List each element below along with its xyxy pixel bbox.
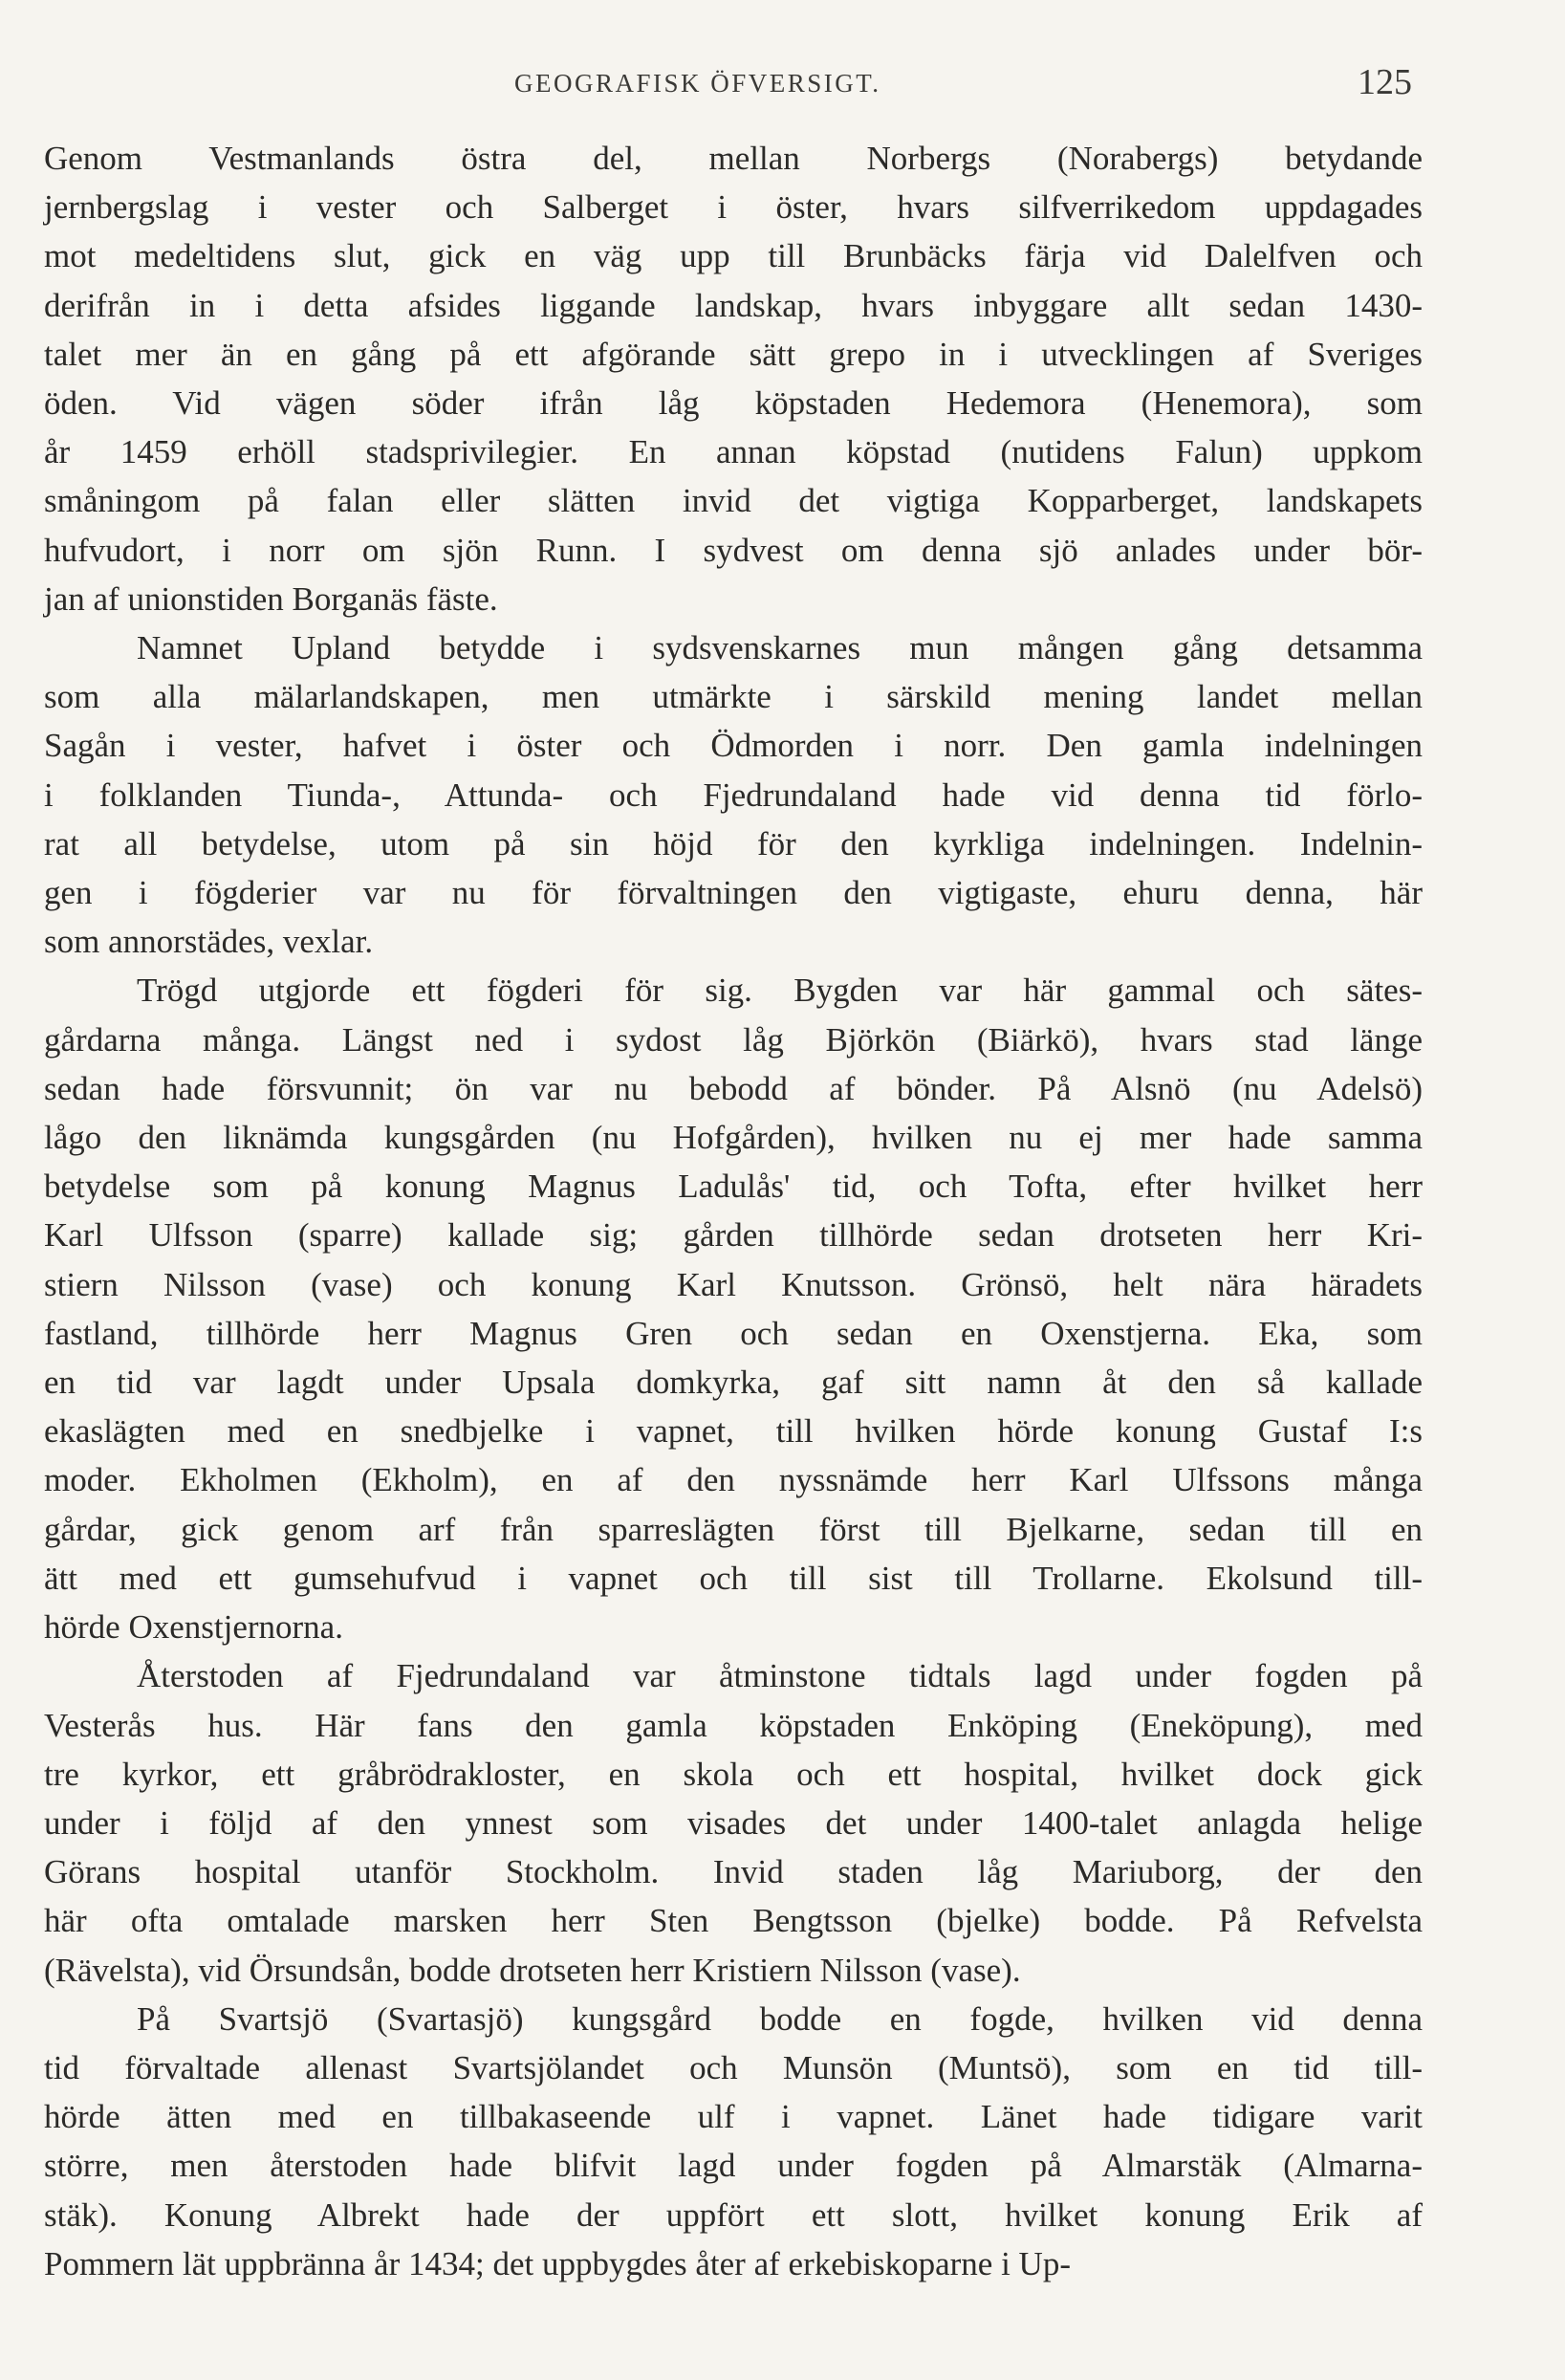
text-line: gen i fögderier var nu för förvaltningen den vigtigaste, ehuru denna, här xyxy=(44,874,1423,912)
text-line: i folklanden Tiunda-, Attunda- och Fjedrundaland hade vid denna tid förlo- xyxy=(44,775,1423,814)
text-line: stiern Nilsson (vase) och konung Karl Knutsson. Grönsö, helt nära häradets xyxy=(44,1265,1423,1303)
text-line: Genom Vestmanlands östra del, mellan Norbergs (Norabergs) betydande xyxy=(44,140,1423,177)
text-line: Karl Ulfsson (sparre) kallade sig; gården tillhörde sedan drotseten herr Kri- xyxy=(44,1216,1423,1255)
text-line: betydelse som på konung Magnus Ladulås' tid, och Tofta, efter hvilket herr xyxy=(44,1168,1423,1206)
text-line: småningom på falan eller slätten invid det vigtiga Kopparberget, landskapets xyxy=(44,482,1423,520)
paragraph xyxy=(44,1651,1423,1994)
text-line: gårdarna många. Längst ned i sydost låg Björkön (Biärkö), hvars stad länge xyxy=(44,1020,1423,1059)
paragraph xyxy=(44,623,1423,966)
text-line: (Rävelsta), vid Örsundsån, bodde drotseten herr Kristiern Nilsson (vase). xyxy=(44,1951,1021,1989)
text-line: På Svartsjö (Svartasjö) kungsgård bodde en fogde, hvilken vid denna xyxy=(137,1999,1423,2038)
text-line: Sagån i vester, hafvet i öster och Ödmorden i norr. Den gamla indelningen xyxy=(44,727,1423,765)
text-line: hufvudort, i norr om sjön Runn. I sydvest om denna sjö anlades under bör- xyxy=(44,531,1423,569)
text-line: Återstoden af Fjedrundaland var åtminstone tidtals lagd under fogden på xyxy=(137,1657,1423,1695)
text-line: derifrån in i detta afsides liggande landskap, hvars inbyggare allt sedan 1430- xyxy=(44,286,1423,324)
paragraph xyxy=(44,134,1423,623)
body-text xyxy=(44,134,1423,2288)
text-line: mot medeltidens slut, gick en väg upp till Brunbäcks färja vid Dalelfven och xyxy=(44,237,1423,275)
text-line: tid förvaltade allenast Svartsjölandet och Munsön (Muntsö), som en tid till- xyxy=(44,2048,1423,2086)
text-line: gårdar, gick genom arf från sparreslägten först till Bjelkarne, sedan till en xyxy=(44,1510,1423,1548)
text-line: sedan hade försvunnit; ön var nu bebodd af bönder. På Alsnö (nu Adelsö) xyxy=(44,1069,1423,1107)
text-line: Namnet Upland betydde i sydsvenskarnes mun mången gång detsamma xyxy=(137,629,1423,667)
text-line: en tid var lagdt under Upsala domkyrka, gaf sitt namn åt den så kallade xyxy=(44,1364,1423,1402)
text-line: fastland, tillhörde herr Magnus Gren och sedan en Oxenstjerna. Eka, som xyxy=(44,1314,1423,1352)
text-line: lågo den liknämda kungsgården (nu Hofgården), hvilken nu ej mer hade samma xyxy=(44,1119,1423,1157)
text-line: Görans hospital utanför Stockholm. Invid staden låg Mariuborg, der den xyxy=(44,1853,1423,1891)
text-line: ätt med ett gumsehufvud i vapnet och till sist till Trollarne. Ekolsund till- xyxy=(44,1559,1423,1597)
text-line: Pommern lät uppbränna år 1434; det uppbygdes åter af erkebiskoparne i Up- xyxy=(44,2244,1071,2282)
text-line: som alla mälarlandskapen, men utmärkte i särskild mening landet mellan xyxy=(44,678,1423,716)
text-line: talet mer än en gång på ett afgörande sätt grepo in i utvecklingen af Sveriges xyxy=(44,335,1423,373)
text-line: Trögd utgjorde ett fögderi för sig. Bygden var här gammal och sätes- xyxy=(137,972,1423,1010)
page-number: 125 xyxy=(1358,62,1412,102)
text-line: jan af unionstiden Borganäs fäste. xyxy=(44,579,498,618)
text-line: ekaslägten med en snedbjelke i vapnet, till hvilken hörde konung Gustaf I:s xyxy=(44,1412,1423,1451)
text-line: Vesterås hus. Här fans den gamla köpstaden Enköping (Eneköpung), med xyxy=(44,1706,1423,1744)
text-line: moder. Ekholmen (Ekholm), en af den nyssnämde herr Karl Ulfssons många xyxy=(44,1461,1423,1499)
text-line: tre kyrkor, ett gråbrödrakloster, en skola och ett hospital, hvilket dock gick xyxy=(44,1755,1423,1793)
text-line: öden. Vid vägen söder ifrån låg köpstaden Hedemora (Henemora), som xyxy=(44,384,1423,423)
text-line: hörde ätten med en tillbakaseende ulf i vapnet. Länet hade tidigare varit xyxy=(44,2098,1423,2136)
running-title: GEOGRAFISK ÖFVERSIGT. xyxy=(514,69,881,98)
text-line: hörde Oxenstjernorna. xyxy=(44,1608,343,1647)
text-line: som annorstädes, vexlar. xyxy=(44,923,374,961)
text-line: jernbergslag i vester och Salberget i öster, hvars silfverrikedom uppdagades xyxy=(44,188,1423,227)
text-line: här ofta omtalade marsken herr Sten Bengtsson (bjelke) bodde. På Refvelsta xyxy=(44,1902,1423,1940)
text-line: år 1459 erhöll stadsprivilegier. En annan köpstad (nutidens Falun) uppkom xyxy=(44,433,1423,471)
text-line: under i följd af den ynnest som visades det under 1400-talet anlagda helige xyxy=(44,1803,1423,1842)
text-line: stäk). Konung Albrekt hade der uppfört ett slott, hvilket konung Erik af xyxy=(44,2195,1423,2234)
paragraph xyxy=(44,966,1423,1651)
text-line: större, men återstoden hade blifvit lagd under fogden på Almarstäk (Almarna- xyxy=(44,2147,1423,2185)
paragraph xyxy=(44,1995,1423,2288)
text-line: rat all betydelse, utom på sin höjd för den kyrkliga indelningen. Indelnin- xyxy=(44,824,1423,862)
running-header xyxy=(0,57,1565,105)
